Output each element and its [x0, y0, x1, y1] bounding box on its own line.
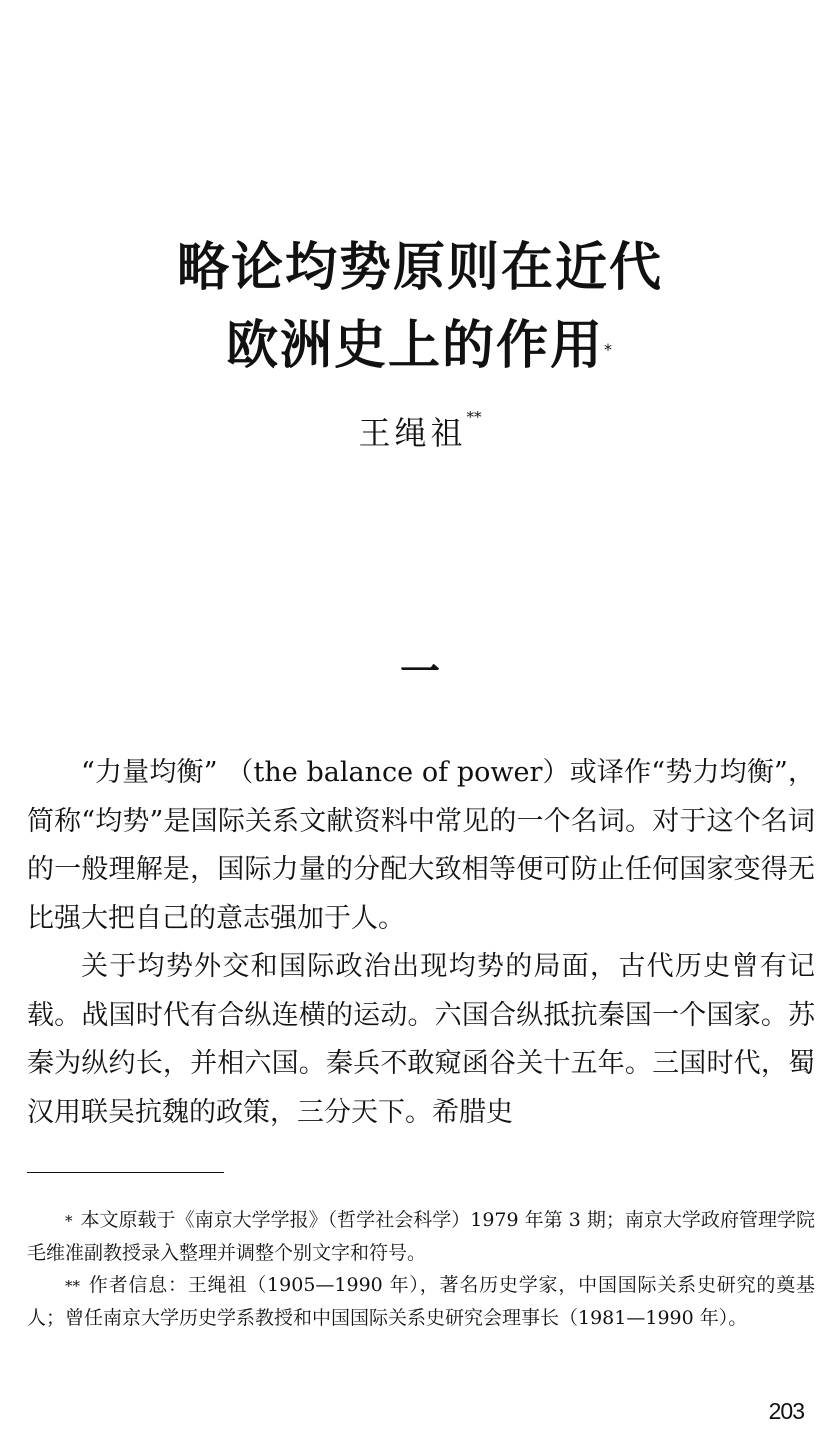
author-note-mark: ** [466, 408, 482, 426]
paragraph: 关于均势外交和国际政治出现均势的局面，古代历史曾有记载。战国时代有合纵连横的运动。六国合纵抵抗秦国一个国家。苏秦为纵约长，并相六国。秦兵不敢窥函谷关十五年。三国时代，蜀汉用联吴抗魏的政策，三分天下。希腊史 [27, 951, 815, 1128]
footnote [27, 1269, 815, 1334]
paragraph: “力量均衡” （the balance of power）或译作“势力均衡”，简称“均势”是国际关系文献资料中常见的一个名词。对于这个名词的一般理解是，国际力量的分配大致相等便可防止任何国家变得无比强大把自己的意志强加于人。 [27, 757, 815, 934]
footnote-divider [27, 1172, 224, 1173]
article-title-line-1 [0, 230, 840, 306]
title-note-mark: * [604, 340, 614, 359]
footnotes [27, 1204, 815, 1334]
title-text-2: 欧洲史上的作用 [225, 316, 604, 376]
footnote-mark: * [65, 1212, 73, 1230]
body-text [27, 749, 815, 1137]
section-number: 一 [400, 649, 440, 695]
footnote-mark: ** [65, 1277, 80, 1295]
title-text-1: 略论均势原则在近代 [176, 238, 663, 298]
footnote-text: 作者信息：王绳祖（1905—1990 年），著名历史学家，中国国际关系史研究的奠基人；曾任南京大学历史学系教授和中国国际关系史研究会理事长（1981—1990 年）。 [27, 1274, 815, 1329]
author-name: 王绳祖 [358, 414, 467, 452]
footnote [27, 1204, 815, 1269]
article-title-line-2 [0, 308, 840, 384]
page-number: 203 [768, 1398, 804, 1424]
author [0, 408, 840, 454]
footnote-text: 本文原载于《南京大学学报》（哲学社会科学）1979 年第 3 期；南京大学政府管理学院毛维准副教授录入整理并调整个别文字和符号。 [27, 1209, 815, 1264]
